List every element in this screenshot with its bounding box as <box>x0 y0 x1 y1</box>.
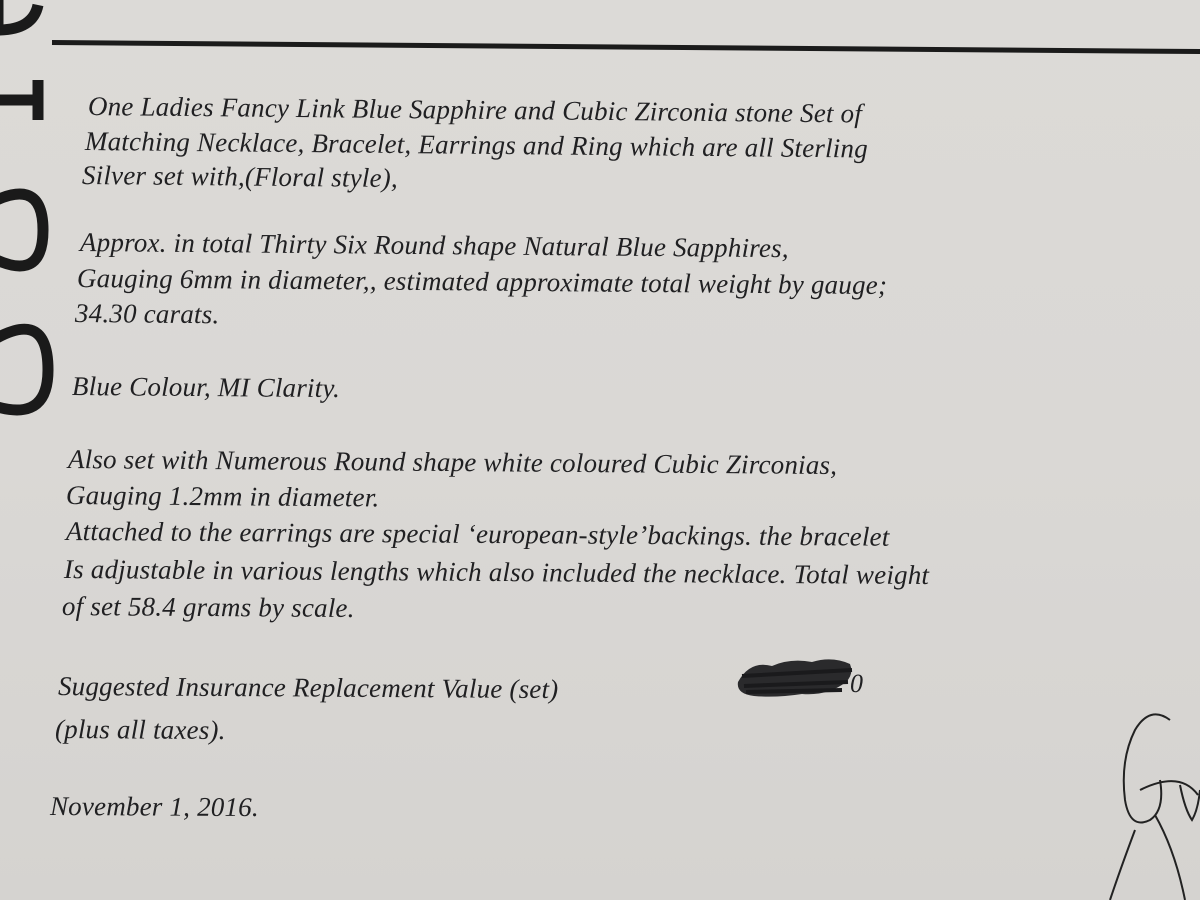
zirconia-line-2: Gauging 1.2mm in diameter. <box>65 480 380 513</box>
description-line-2: Matching Necklace, Bracelet, Earrings and Ring which are all Sterling <box>84 126 869 164</box>
colour-clarity-line: Blue Colour, MI Clarity. <box>71 371 341 404</box>
redacted-value-visible-digit: 0 <box>850 669 863 698</box>
description-line-3: Silver set with,(Floral style), <box>81 160 399 194</box>
zirconia-line-1: Also set with Numerous Round shape white coloured Cubic Zirconias, <box>67 444 838 481</box>
sapphire-line-2: Gauging 6mm in diameter,, estimated approximate total weight by gauge; <box>76 263 888 301</box>
sapphire-line-1: Approx. in total Thirty Six Round shape Natural Blue Sapphires, <box>79 227 789 264</box>
handwritten-signature <box>1080 700 1200 900</box>
insurance-value-label: Suggested Insurance Replacement Value (set) <box>57 671 559 705</box>
sapphire-line-3: 34.30 carats. <box>74 298 220 330</box>
redacted-value-scribble <box>732 652 864 702</box>
description-line-1: One Ladies Fancy Link Blue Sapphire and Cubic Zirconia stone Set of <box>87 91 863 129</box>
zirconia-line-5: of set 58.4 grams by scale. <box>61 591 355 624</box>
zirconia-line-4: Is adjustable in various lengths which also included the necklace. Total weight <box>63 554 930 591</box>
zirconia-line-3: Attached to the earrings are special ‘european-style’backings. the bracelet <box>65 516 890 552</box>
appraisal-date: November 1, 2016. <box>49 791 259 823</box>
taxes-note: (plus all taxes). <box>54 714 226 746</box>
